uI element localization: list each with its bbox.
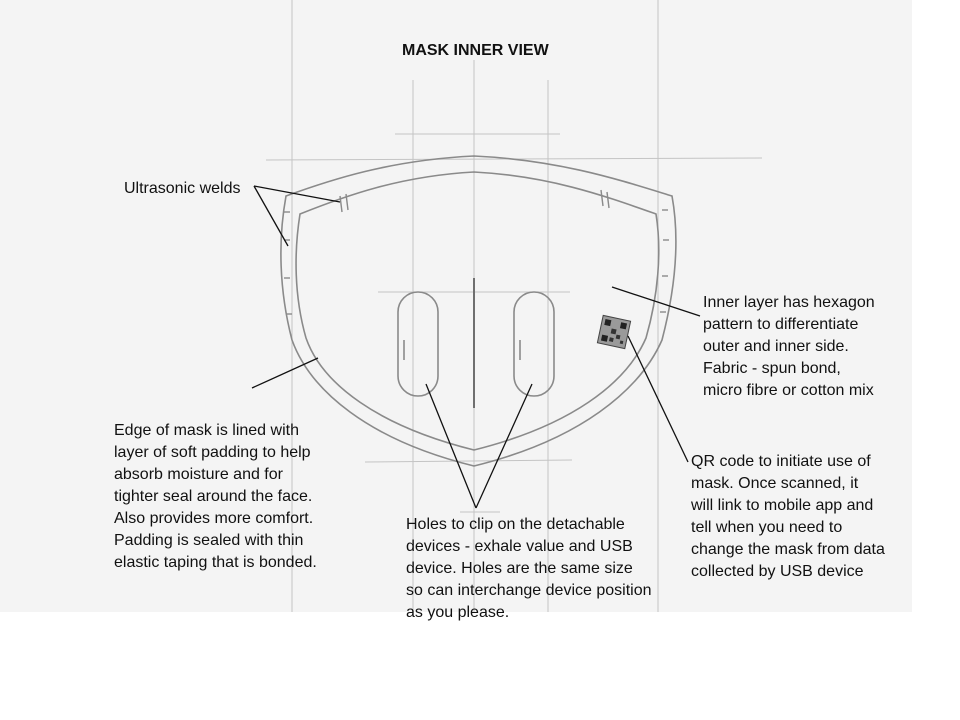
leader-lines — [252, 186, 700, 508]
annotation-qr-code — [691, 451, 885, 583]
annotation-line: QR code to initiate use of — [691, 453, 871, 470]
annotation-line: Ultrasonic welds — [124, 180, 241, 197]
annotation-line: so can interchange device position — [406, 582, 652, 599]
annotation-line: tell when you need to — [691, 519, 843, 536]
qr-code-patch — [597, 315, 630, 348]
device-holes — [398, 292, 554, 396]
annotation-line: Inner layer has hexagon — [703, 294, 875, 311]
annotation-line: Also provides more comfort. — [114, 510, 314, 527]
annotation-line: change the mask from data — [691, 541, 885, 558]
annotation-line: layer of soft padding to help — [114, 444, 311, 461]
annotation-line: outer and inner side. — [703, 338, 849, 355]
annotation-line: device. Holes are the same size — [406, 560, 633, 577]
annotation-line: Holes to clip on the detachable — [406, 516, 625, 533]
annotation-device-holes — [406, 514, 652, 624]
annotation-line: Fabric - spun bond, — [703, 360, 841, 377]
annotation-line: devices - exhale value and USB — [406, 538, 633, 555]
annotation-line: Padding is sealed with thin — [114, 532, 304, 549]
annotation-inner-layer — [703, 292, 875, 402]
annotation-line: absorb moisture and for — [114, 466, 283, 483]
annotation-line: as you please. — [406, 604, 510, 621]
annotation-line: micro fibre or cotton mix — [703, 382, 874, 399]
annotation-ultrasonic-welds — [124, 178, 240, 200]
weld-marks — [284, 190, 669, 314]
annotation-mask-edge — [114, 420, 317, 574]
annotation-line: elastic taping that is bonded. — [114, 554, 317, 571]
page-title: MASK INNER VIEW — [402, 42, 549, 59]
annotation-line: pattern to differentiate — [703, 316, 859, 333]
annotation-line: tighter seal around the face. — [114, 488, 313, 505]
annotation-line: will link to mobile app and — [691, 497, 874, 514]
annotation-line: Edge of mask is lined with — [114, 422, 299, 439]
annotation-line: mask. Once scanned, it — [691, 475, 859, 492]
annotation-line: collected by USB device — [691, 563, 864, 580]
